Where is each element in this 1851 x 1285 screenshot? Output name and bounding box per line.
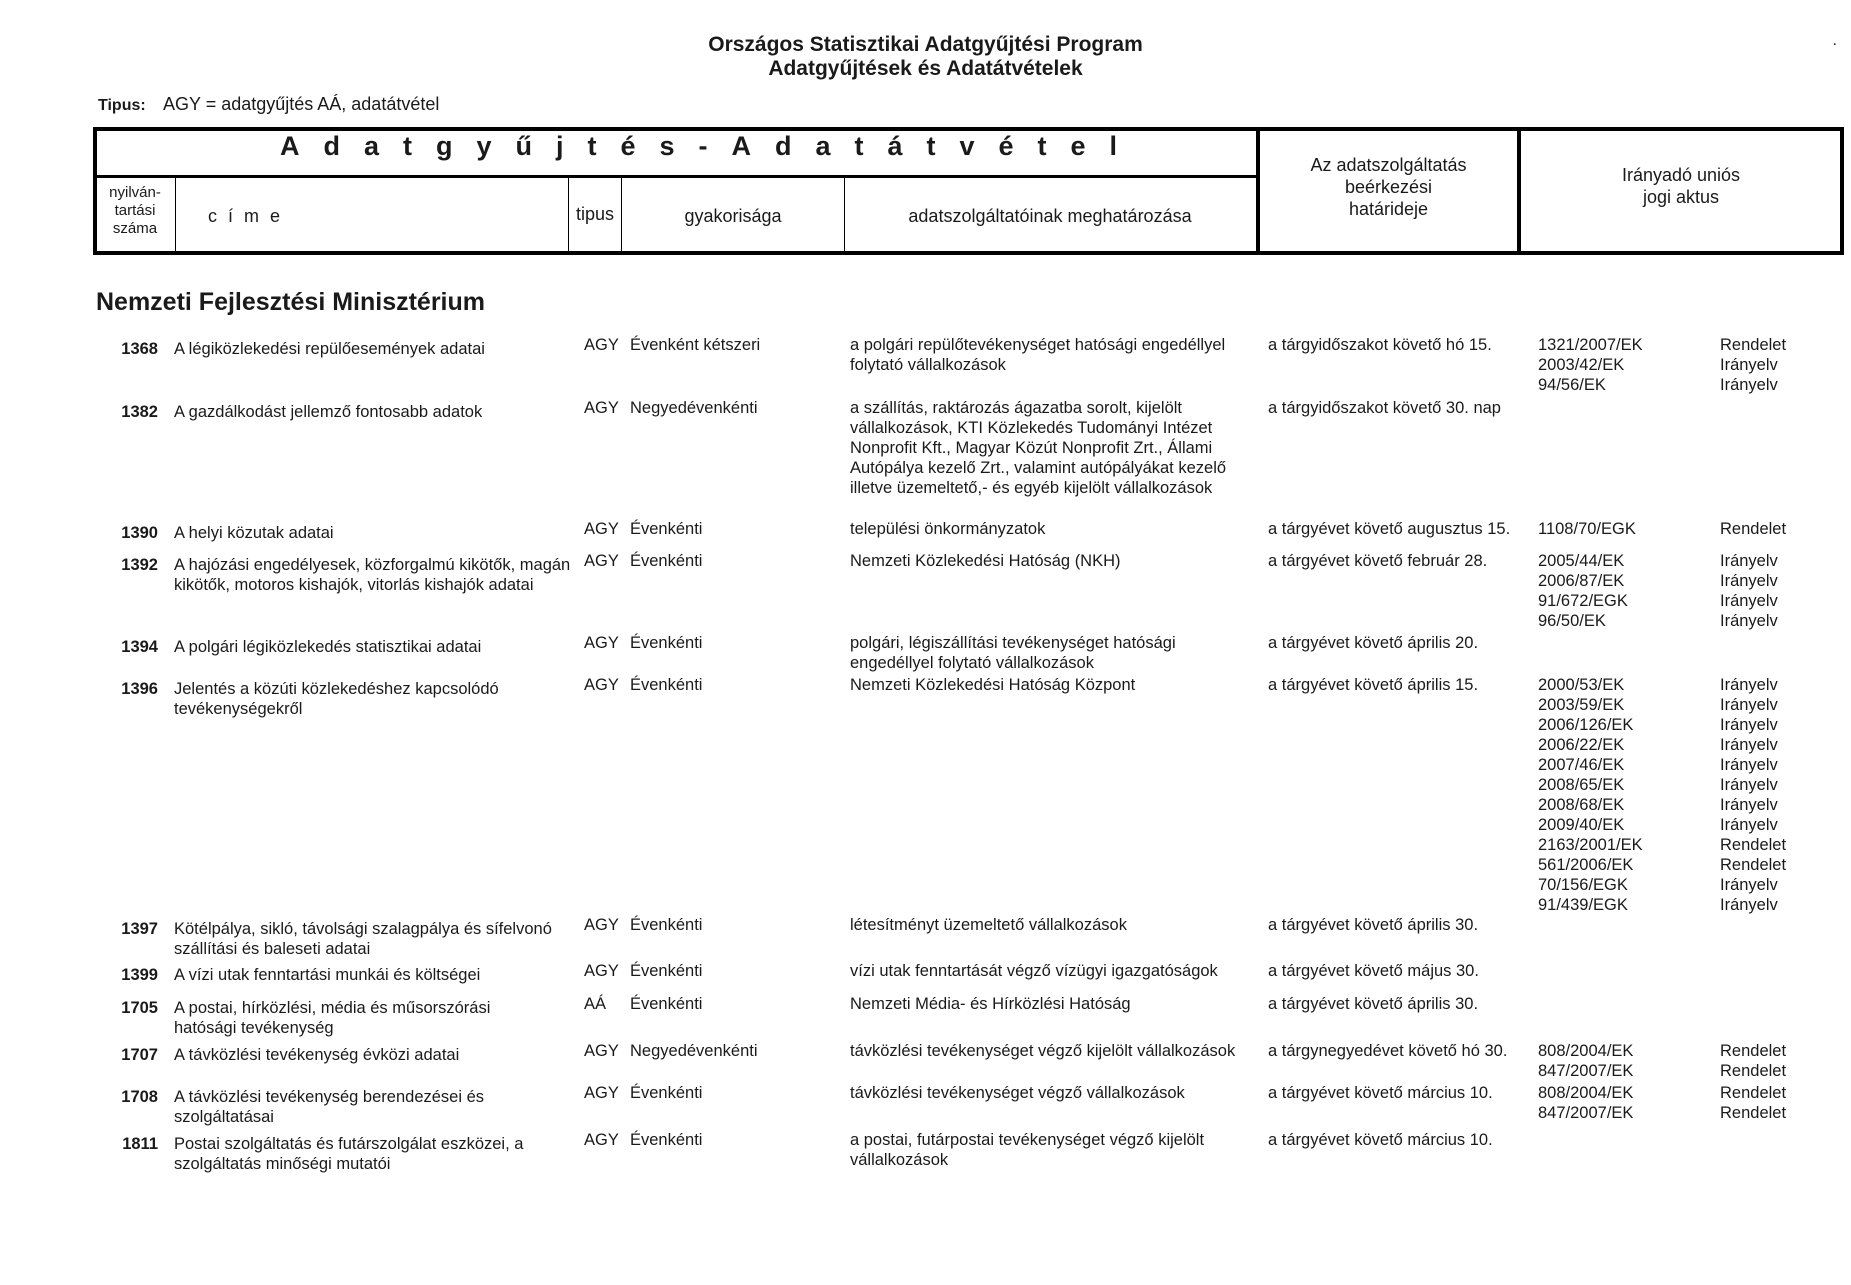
row-type: AGY <box>584 1084 619 1102</box>
row-title: A vízi utak fenntartási munkái és költségei <box>174 966 481 984</box>
row-deadline: a tárgyévet követő április 15. <box>1268 676 1479 694</box>
row-legal-acts: 2005/44/EK 2006/87/EK 91/672/EGK 96/50/EK <box>1538 552 1628 630</box>
header-adatszolgaltatok: adatszolgáltatóinak meghatározása <box>908 206 1192 226</box>
row-act-types: Rendelet <box>1720 520 1787 538</box>
row-title: A helyi közutak adatai <box>174 524 334 542</box>
row-title: A polgári légiközlekedés statisztikai adatai <box>174 638 482 656</box>
corner-mark: . <box>1832 32 1837 49</box>
row-type: AGY <box>584 634 619 652</box>
row-act-types: Rendelet Irányelv Irányelv <box>1720 336 1787 394</box>
row-deadline: a tárgyévet követő április 30. <box>1268 995 1479 1013</box>
header-jogi-aktus: Irányadó uniós jogi aktus <box>1621 165 1741 207</box>
header-divider <box>93 175 1259 178</box>
row-legal-acts: 1108/70/EGK <box>1538 520 1636 538</box>
header-divider <box>175 178 176 253</box>
row-number: 1392 <box>121 556 158 574</box>
row-deadline: a tárgyévet követő augusztus 15. <box>1268 520 1511 538</box>
header-nyilvantartasi: nyilván- tartási száma <box>109 184 161 237</box>
row-providers: Nemzeti Közlekedési Hatóság Központ <box>850 676 1136 694</box>
row-legal-acts: 808/2004/EK 847/2007/EK <box>1538 1084 1634 1122</box>
row-title: A távközlési tevékenység berendezései és szolgáltatásai <box>174 1088 485 1126</box>
row-providers: a szállítás, raktározás ágazatba sorolt, kijelölt vállalkozások, KTI Közlekedés Tudományi Intézet Nonprofit Kft., Magyar Közút Nonprofit Zrt., Állami Autópálya kezelő Zrt., valamint autópályákat kezelő illetve üzemeltető,- és egyéb kijelölt vállalkozások <box>850 399 1227 497</box>
row-providers: polgári, légiszállítási tevékenységet hatósági engedéllyel folytató vállalkozások <box>850 634 1176 672</box>
row-act-types: Irányelv Irányelv Irányelv Irányelv Irányelv Irányelv Irányelv Irányelv Rendelet Rendelet Irányelv Irányelv <box>1720 676 1787 914</box>
row-title: Postai szolgáltatás és futárszolgálat eszközei, a szolgáltatás minőségi mutatói <box>174 1135 524 1173</box>
row-type: AÁ <box>584 995 607 1013</box>
row-frequency: Évenkénti <box>630 676 703 694</box>
row-providers: települési önkormányzatok <box>850 520 1046 538</box>
row-type: AGY <box>584 916 619 934</box>
tipus-label: Tipus: <box>98 97 146 114</box>
row-frequency: Évenkénti <box>630 1084 703 1102</box>
row-title: A gazdálkodást jellemző fontosabb adatok <box>174 403 483 421</box>
table-header-title: Adatgyűjtés-Adatátvétel <box>280 131 1142 161</box>
row-providers: vízi utak fenntartását végző vízügyi igazgatóságok <box>850 962 1218 980</box>
row-type: AGY <box>584 552 619 570</box>
row-number: 1390 <box>121 524 158 542</box>
row-frequency: Évenkénti <box>630 552 703 570</box>
header-cime: c í m e <box>208 206 284 226</box>
row-title: Kötélpálya, sikló, távolsági szalagpálya és sífelvonó szállítási és baleseti adatai <box>174 920 552 958</box>
row-deadline: a tárgynegyedévet követő hó 30. <box>1268 1042 1508 1060</box>
row-frequency: Évenkénti <box>630 1131 703 1149</box>
row-legal-acts: 1321/2007/EK 2003/42/EK 94/56/EK <box>1538 336 1643 394</box>
row-type: AGY <box>584 1042 619 1060</box>
row-number: 1707 <box>121 1046 158 1064</box>
row-deadline: a tárgyévet követő április 20. <box>1268 634 1479 652</box>
row-deadline: a tárgyévet követő május 30. <box>1268 962 1479 980</box>
row-providers: távközlési tevékenységet végző kijelölt vállalkozások <box>850 1042 1236 1060</box>
row-title: A távközlési tevékenység évközi adatai <box>174 1046 460 1064</box>
row-legal-acts: 2000/53/EK 2003/59/EK 2006/126/EK 2006/22/EK 2007/46/EK 2008/65/EK 2008/68/EK 2009/40/EK 2163/2001/EK 561/2006/EK 70/156/EGK 91/439/EGK <box>1538 676 1643 914</box>
row-deadline: a tárgyidőszakot követő 30. nap <box>1268 399 1501 417</box>
header-divider <box>568 178 569 253</box>
row-providers: Nemzeti Média- és Hírközlési Hatóság <box>850 995 1131 1013</box>
row-frequency: Évenkénti <box>630 995 703 1013</box>
row-type: AGY <box>584 676 619 694</box>
row-deadline: a tárgyidőszakot követő hó 15. <box>1268 336 1492 354</box>
row-frequency: Évenkénti <box>630 520 703 538</box>
row-type: AGY <box>584 962 619 980</box>
header-tipus: tipus <box>575 204 615 224</box>
row-deadline: a tárgyévet követő március 10. <box>1268 1131 1493 1149</box>
row-type: AGY <box>584 1131 619 1149</box>
row-frequency: Évenként kétszeri <box>630 336 761 354</box>
row-number: 1708 <box>121 1088 158 1106</box>
row-frequency: Évenkénti <box>630 634 703 652</box>
row-deadline: a tárgyévet követő március 10. <box>1268 1084 1493 1102</box>
row-title: A postai, hírközlési, média és műsorszórási hatósági tevékenység <box>174 999 491 1037</box>
row-legal-acts: 808/2004/EK 847/2007/EK <box>1538 1042 1634 1080</box>
ministry-heading: Nemzeti Fejlesztési Minisztérium <box>96 288 486 316</box>
tipus-legend: AGY = adatgyűjtés AÁ, adatátvétel <box>163 94 440 114</box>
row-providers: Nemzeti Közlekedési Hatóság (NKH) <box>850 552 1121 570</box>
row-number: 1399 <box>121 966 158 984</box>
row-act-types: Rendelet Rendelet <box>1720 1042 1787 1080</box>
row-number: 1396 <box>121 680 158 698</box>
row-title: A légiközlekedési repülőesemények adatai <box>174 340 485 358</box>
row-number: 1368 <box>121 340 158 358</box>
header-gyakorisaga: gyakorisága <box>684 206 782 226</box>
row-providers: a polgári repülőtevékenységet hatósági engedéllyel folytató vállalkozások <box>850 336 1226 374</box>
row-title: Jelentés a közúti közlekedéshez kapcsolódó tevékenységekről <box>174 680 499 718</box>
row-providers: távközlési tevékenységet végző vállalkozások <box>850 1084 1185 1102</box>
row-number: 1382 <box>121 403 158 421</box>
row-act-types: Rendelet Rendelet <box>1720 1084 1787 1122</box>
row-providers: a postai, futárpostai tevékenységet végző kijelölt vállalkozások <box>850 1131 1205 1169</box>
page-title: Országos Statisztikai Adatgyűjtési Program <box>708 33 1143 56</box>
row-deadline: a tárgyévet követő április 30. <box>1268 916 1479 934</box>
row-title: A hajózási engedélyesek, közforgalmú kikötők, magán kikötők, motoros kishajók, vitorlás kishajók adatai <box>174 556 571 594</box>
row-deadline: a tárgyévet követő február 28. <box>1268 552 1488 570</box>
row-number: 1397 <box>121 920 158 938</box>
row-act-types: Irányelv Irányelv Irányelv Irányelv <box>1720 552 1778 630</box>
row-providers: létesítményt üzemeltető vállalkozások <box>850 916 1127 934</box>
header-hatarido: Az adatszolgáltatás beérkezési határideje <box>1310 155 1467 219</box>
row-type: AGY <box>584 520 619 538</box>
page-subtitle: Adatgyűjtések és Adatátvételek <box>768 57 1083 80</box>
row-type: AGY <box>584 399 619 417</box>
row-number: 1394 <box>121 638 158 656</box>
row-frequency: Évenkénti <box>630 916 703 934</box>
row-type: AGY <box>584 336 619 354</box>
row-frequency: Évenkénti <box>630 962 703 980</box>
row-frequency: Negyedévenkénti <box>630 399 758 417</box>
row-number: 1705 <box>121 999 158 1017</box>
row-number: 1811 <box>122 1135 158 1153</box>
row-frequency: Negyedévenkénti <box>630 1042 758 1060</box>
